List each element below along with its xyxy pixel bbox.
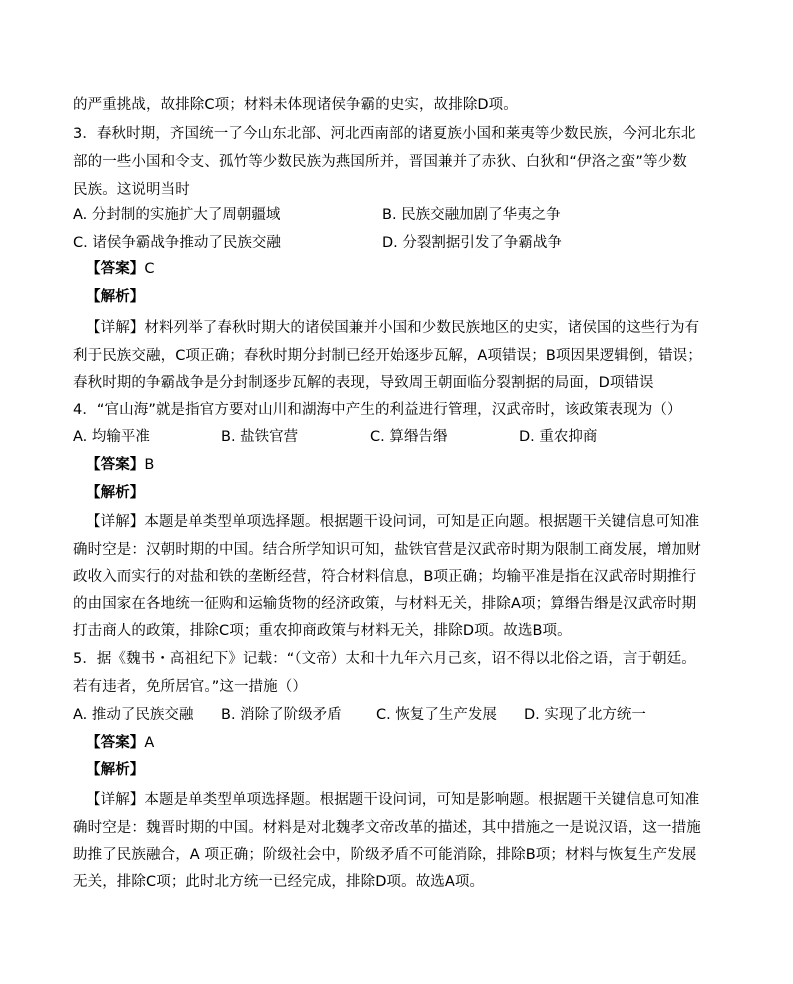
q3-option-a: A. 分封制的实施扩大了周朝疆域 — [73, 207, 281, 223]
q4-detail-line-2: 确时空是：汉朝时期的中国。结合所学知识可知，盐铁官营是汉武帝时期为限制工商发展，增加财 — [73, 542, 701, 558]
q5-stem-line-2: 若有违者，免所居官。”这一措施（） — [73, 679, 307, 695]
q4-answer-value: B — [144, 457, 155, 473]
q5-answer — [86, 733, 154, 753]
q4-detail-line-5: 打击商人的政策，排除C项；重农抑商政策与材料无关，排除D项。故选B项。 — [73, 623, 572, 639]
q3-detail-line-3: 春秋时期的争霸战争是分封制逐步瓦解的表现，导致周王朝面临分裂割据的局面，D项错误 — [73, 375, 654, 391]
q3-answer-value: C — [144, 261, 155, 277]
q5-option-b: B. 消除了阶级矛盾 — [221, 707, 342, 723]
continuation-text: 的严重挑战，故排除C项；材料未体现诸侯争霸的史实，故排除D项。 — [73, 97, 518, 113]
answer-tag: 【答案】 — [86, 735, 145, 751]
q5-option-c: C. 恢复了生产发展 — [376, 707, 497, 723]
q4-answer — [86, 455, 154, 475]
q4-detail-line-4: 的由国家在各地统一征购和运输货物的经济政策，与材料无关，排除A项；算缗告缗是汉武帝时期 — [73, 596, 697, 612]
q4-analysis-tag: 【解析】 — [86, 485, 145, 501]
answer-tag: 【答案】 — [86, 457, 145, 473]
q4-detail-line-1: 【详解】本题是单类型单项选择题。根据题干设问词，可知是正向题。根据题干关键信息可知准 — [86, 514, 700, 530]
q5-analysis-tag: 【解析】 — [86, 762, 145, 778]
q5-detail-line-1: 【详解】本题是单类型单项选择题。根据题干设问词，可知是影响题。根据题干关键信息可知准 — [86, 792, 700, 808]
q4-option-b: B. 盐铁官营 — [221, 429, 299, 445]
q5-answer-value: A — [144, 735, 155, 751]
q5-stem-line-1: 5．据《魏书・高祖纪下》记载：“（文帝）太和十九年六月己亥，诏不得以北俗之语，言于朝廷。 — [73, 651, 696, 667]
q4-detail-line-3: 政收入而实行的对盐和铁的垄断经营，符合材料信息，B项正确；均输平准是指在汉武帝时期推行 — [73, 569, 697, 585]
q5-detail-line-3: 助推了民族融合，A 项正确；阶级社会中，阶级矛盾不可能消除，排除B项；材料与恢复生产发展 — [73, 847, 697, 863]
q3-stem-line-3: 民族。这说明当时 — [73, 182, 190, 198]
answer-tag: 【答案】 — [86, 261, 145, 277]
q3-stem-line-2: 部的一些小国和令支、孤竹等少数民族为燕国所并，晋国兼并了赤狄、白狄和“伊洛之蛮”等少数 — [73, 154, 687, 170]
q3-answer — [86, 259, 155, 279]
q4-option-c: C. 算缗告缗 — [370, 429, 448, 445]
q5-detail-line-2: 确时空是：魏晋时期的中国。材料是对北魏孝文帝改革的描述，其中措施之一是说汉语，这一措施 — [73, 820, 701, 836]
q3-detail-line-2: 利于民族交融，C项正确；春秋时期分封制已经开始逐步瓦解，A项错误；B项因果逻辑倒，错误； — [73, 348, 702, 364]
q3-stem-line-1: 3．春秋时期，齐国统一了今山东北部、河北西南部的诸夏族小国和莱夷等少数民族，今河北东北 — [73, 126, 696, 142]
q3-option-c: C. 诸侯争霸战争推动了民族交融 — [73, 235, 281, 251]
q3-option-b: B. 民族交融加剧了华夷之争 — [382, 207, 561, 223]
q3-detail-line-1: 【详解】材料列举了春秋时期大的诸侯国兼并小国和少数民族地区的史实，诸侯国的这些行为有 — [86, 320, 700, 336]
q4-option-a: A. 均输平准 — [73, 429, 150, 445]
q4-option-d: D. 重农抑商 — [519, 429, 598, 445]
q3-option-d: D. 分裂割据引发了争霸战争 — [382, 235, 562, 251]
q4-stem: 4．“官山海”就是指官方要对山川和湖海中产生的利益进行管理，汉武帝时，该政策表现为（） — [73, 402, 682, 418]
q5-detail-line-4: 无关，排除C项；此时北方统一已经完成，排除D项。故选A项。 — [73, 874, 485, 890]
q5-option-a: A. 推动了民族交融 — [73, 707, 194, 723]
q3-analysis-tag: 【解析】 — [86, 289, 145, 305]
q5-option-d: D. 实现了北方统一 — [524, 707, 646, 723]
